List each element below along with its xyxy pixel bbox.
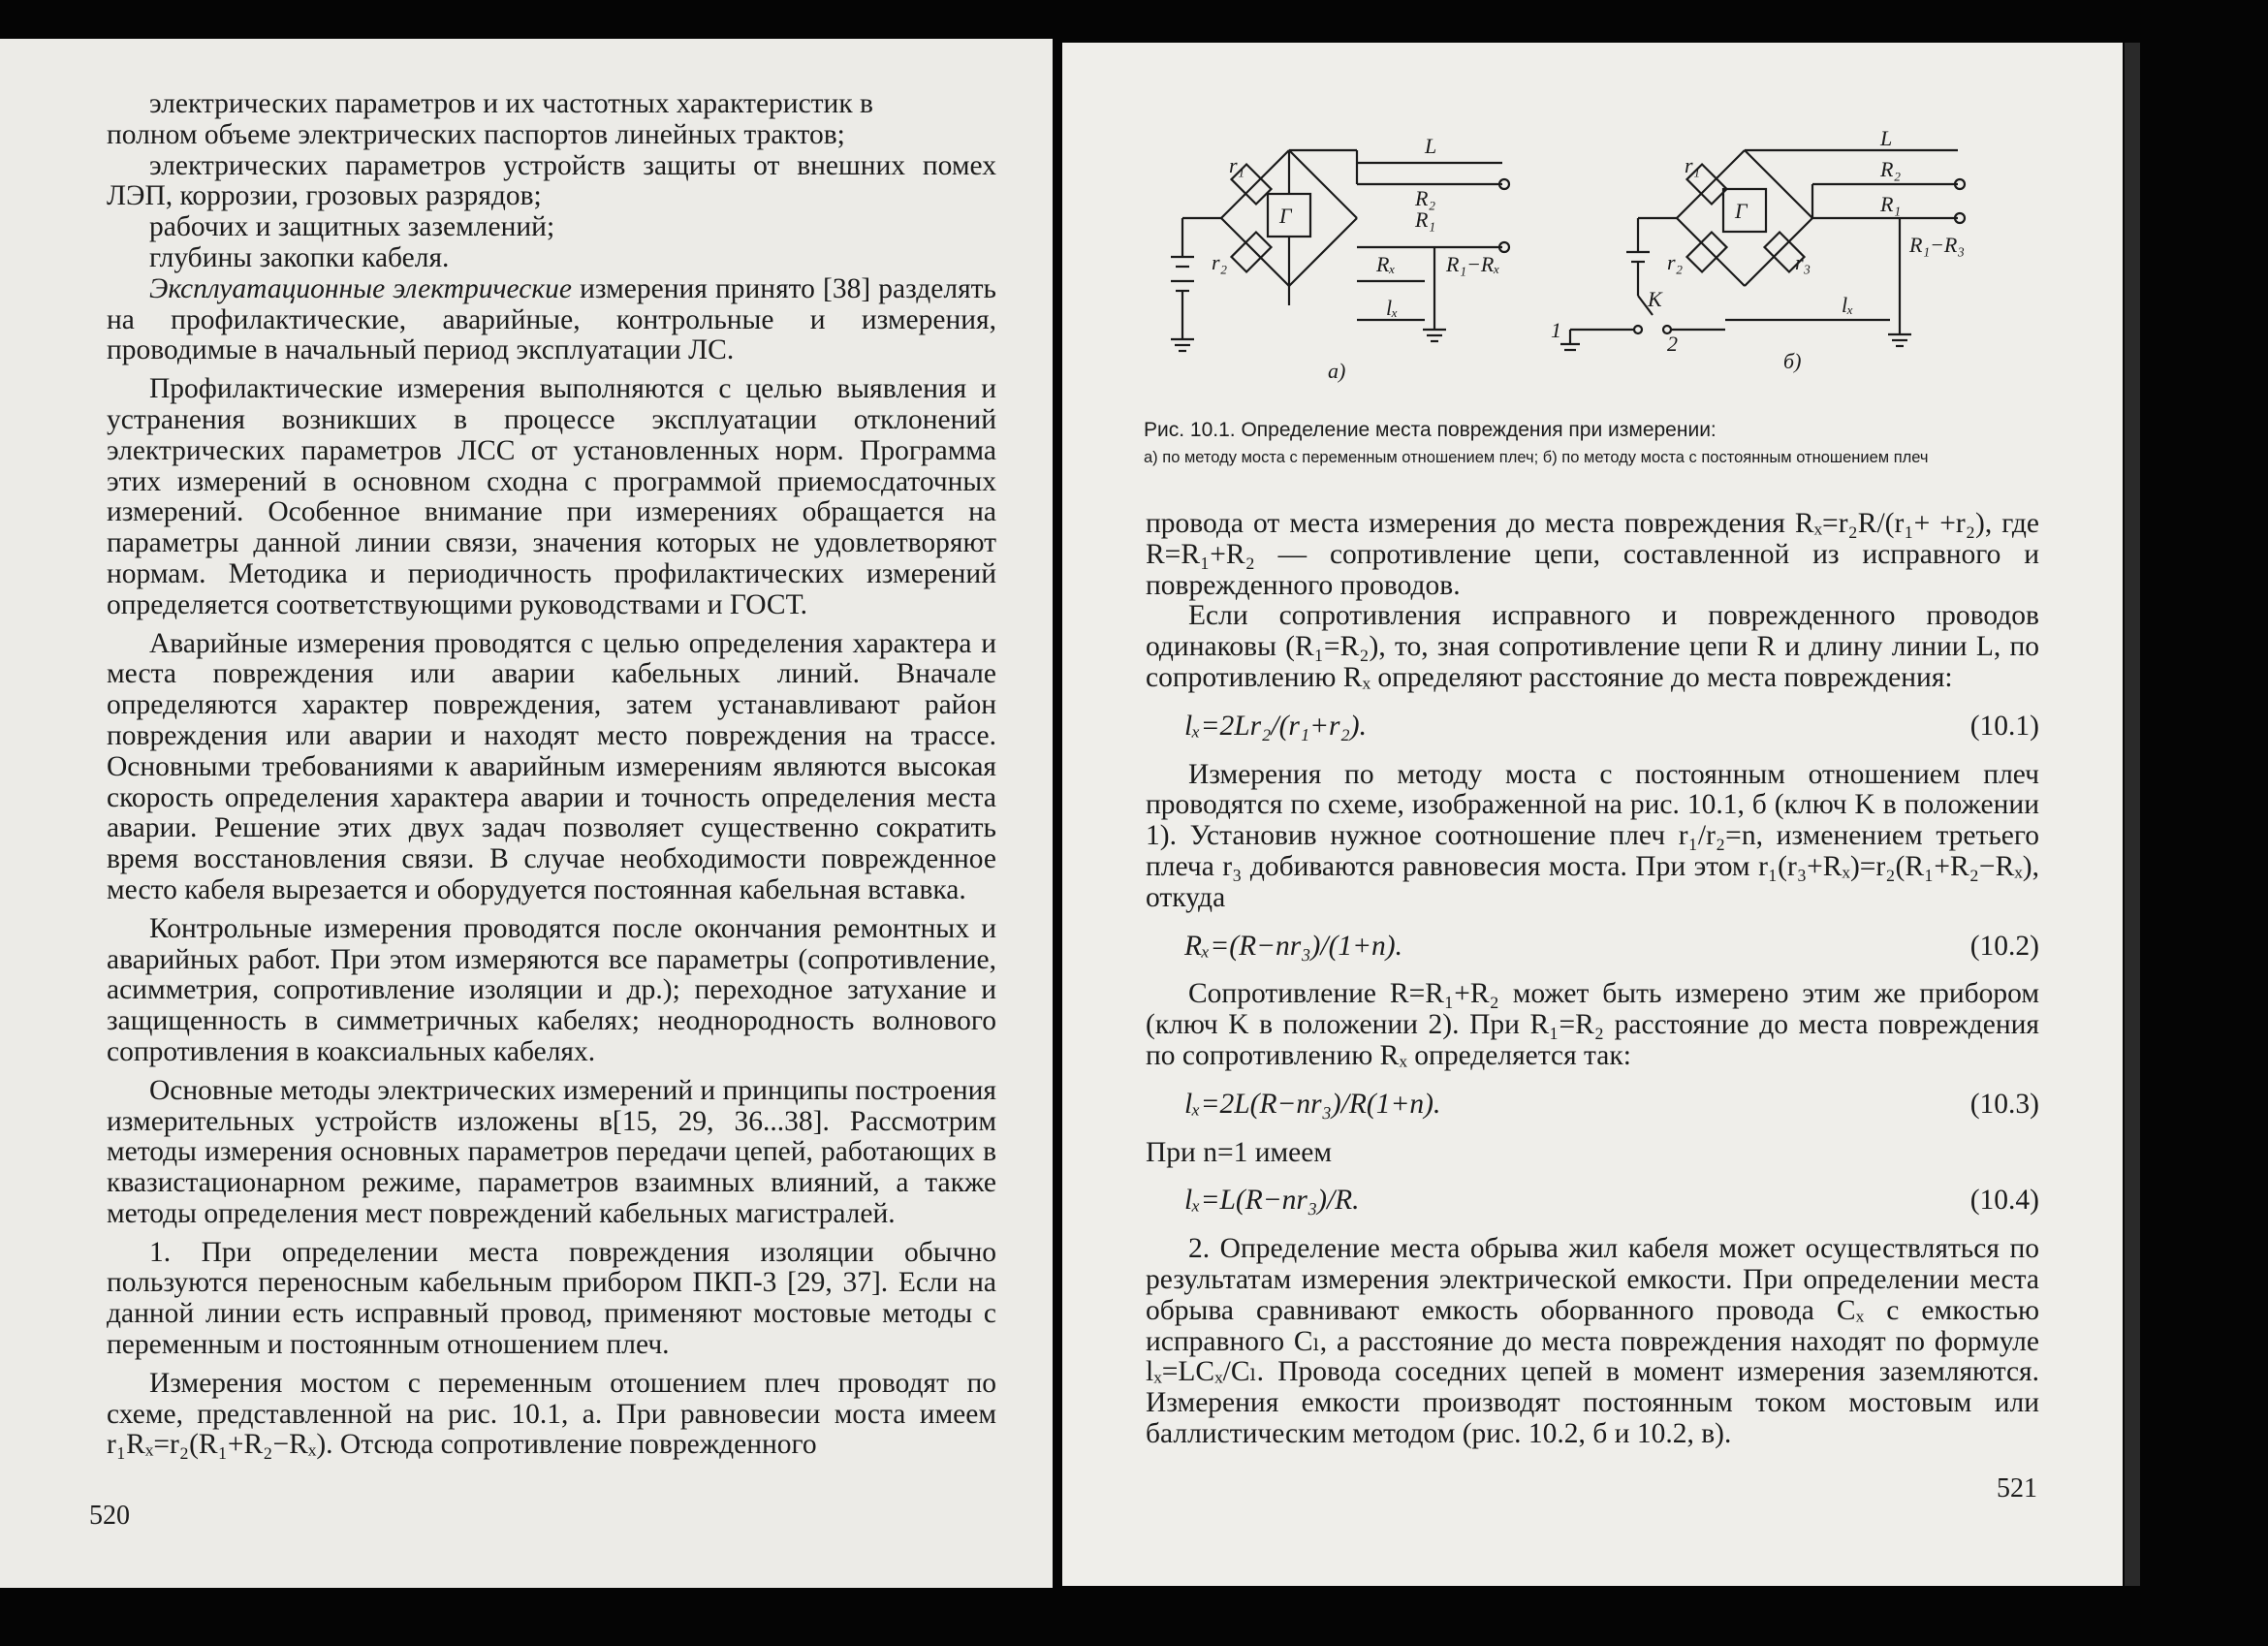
- circuit-b: [1560, 150, 1965, 350]
- label-lx-a: lₓ: [1386, 296, 1399, 320]
- paragraph-resistance: Сопротивление R=R₁+R₂ может быть измерено этим же прибором (ключ K в положении 2). При R₁=R₂ расстояние до места повреждения по сопротивлению Rₓ определяется так:: [1146, 978, 2039, 1071]
- paragraph-text: измерения принято [38] разделять на профилактические, аварийные, контрольные и измерения, проводимые в начальный период эксплуатации ЛС.: [107, 272, 996, 366]
- paragraph-operational: [107, 274, 996, 366]
- circuit-figure: [1144, 126, 2016, 407]
- equation-number: (10.2): [1969, 930, 2039, 962]
- label-galvanometer-a: Г: [1279, 204, 1292, 228]
- label-length-b: L: [1880, 126, 1893, 150]
- label-subfig-a: а): [1328, 359, 1346, 383]
- text-line: полном объеме электрических паспортов линейных трактов;: [107, 118, 845, 150]
- paragraph-protection: электрических параметров устройств защиты от внешних помех ЛЭП, коррозии, грозовых разрядов;: [107, 149, 996, 212]
- equation-number: (10.1): [1969, 710, 2039, 742]
- label-r1-a: r₁: [1229, 153, 1245, 177]
- paragraph-item2: 2. Определение места обрыва жил кабеля может осуществляться по результатам измерения электрической емкости. При определении места обрыва сравнивают емкость оборванного провода Cₓ с емкостью исправного Cₗ, а расстояние до места повреждения находят по формуле lₓ=LCₓ/Cₗ. Провода соседних цепей в момент измерения заземляются. Измерения емкости производят постоянным током мостовым или баллистическим методом (рис. 10.2, б и 10.2, в).: [1146, 1233, 2039, 1449]
- equation-10-2: [1146, 932, 2039, 963]
- equation-number: (10.3): [1969, 1088, 2039, 1120]
- italic-term: Эксплуатационные электрические: [149, 272, 572, 304]
- paragraph-const: Измерения по методу моста с постоянным отношением плеч проводятся по схеме, изображенной на рис. 10.1, б (ключ K в положении 1). Установив нужное соотношение плеч r₁/r₂=n, изменением третьего плеча r₃ добиваются равновесия моста. При этом r₁(r₃+Rₓ)=r₂(R₁+R₂−Rₓ), откуда: [1146, 758, 2039, 913]
- book-edge: [2125, 43, 2140, 1586]
- label-R1-b: R₁: [1880, 192, 1902, 216]
- text-line: электрических параметров и их частотных характеристик в: [149, 88, 873, 119]
- equation-text: lₓ=L(R−nr₃)/R.: [1184, 1185, 1360, 1217]
- figure-caption: [1144, 419, 2035, 467]
- paragraph-methods: Основные методы электрических измерений и принципы построения измерительных устройств изложены в[15, 29, 36...38]. Рассмотрим методы измерения основных параметров передачи цепей, работающих в квазистационарном режиме, параметров взаимных влияний, а также методы определения мест повреждений кабельных магистралей.: [107, 1074, 996, 1229]
- label-subfig-b: б): [1783, 349, 1802, 373]
- label-pos1-b: 1: [1551, 318, 1561, 342]
- label-R2-a: R₂: [1415, 186, 1436, 210]
- page-number-left: 520: [89, 1501, 130, 1531]
- paragraph-equal: Если сопротивления исправного и поврежденного проводов одинаковы (R₁=R₂), то, зная сопротивление цепи R и длину линии L, по сопротивлению Rₓ определяют расстояние до места повреждения:: [1146, 600, 2039, 693]
- equation-number: (10.4): [1969, 1185, 2039, 1217]
- label-r2-a: r₂: [1212, 250, 1228, 274]
- paragraph-control: Контрольные измерения проводятся после окончания ремонтных и аварийных работ. При этом измеряются все параметры (сопротивление, асимметрия, сопротивление изоляции и др.); переходное затухание и защищенность в симметричных кабелях; неоднородность волнового сопротивления в коаксиальных кабелях.: [107, 912, 996, 1067]
- equation-text: lₓ=2Lr₂/(r₁+r₂).: [1184, 710, 1367, 742]
- text-line: При n=1 имеем: [1146, 1136, 1333, 1168]
- paragraph-item1: 1. При определении места повреждения изоляции обычно пользуются переносным кабельным прибором ПКП-3 [29, 37]. Если на данной линии есть исправный провод, применяют мостовые методы с переменным и постоянным отношением плеч.: [107, 1236, 996, 1361]
- page-number-right: 521: [1997, 1473, 2037, 1504]
- left-column: [107, 89, 996, 1461]
- label-length-a: L: [1425, 134, 1437, 158]
- equation-10-4: [1146, 1186, 2039, 1217]
- paragraph-emergency: Аварийные измерения проводятся с целью определения характера и места повреждения или аварии кабельных линий. Вначале определяются характер повреждения, затем устанавливают район повреждения или аварии и находят место повреждения на трассе. Основными требованиями к аварийным измерениям являются высокая скорость определения характера аварии и точность определения места аварии. Решение этих двух задач позволяет существенно сократить время восстановления связи. В случае необходимости поврежденное место кабеля вырезается и оборудуется постоянная кабельная вставка.: [107, 627, 996, 905]
- label-r3-b: r₃: [1795, 250, 1811, 274]
- text-line: глубины закопки кабеля.: [149, 241, 450, 273]
- label-lx-b: lₓ: [1842, 293, 1854, 317]
- label-R1-Rx-a: R₁−Rₓ: [1446, 252, 1500, 276]
- label-R1-R3-b: R₁−R₃: [1909, 233, 1966, 257]
- label-pos2-b: 2: [1667, 332, 1678, 356]
- equation-10-3: [1146, 1090, 2039, 1121]
- equation-10-1: [1146, 712, 2039, 743]
- paragraph-preventive: Профилактические измерения выполняются с целью выявления и устранения возникших в процессе эксплуатации отклонений электрических параметров ЛСС от установленных норм. Программа этих измерений в основном сходна с программой приемосдаточных измерений. Особенное внимание при измерениях обращается на параметры данной линии связи, значения которых не удовлетворяют нормам. Методика и периодичность профилактических измерений определяется соответствующими руководствами и ГОСТ.: [107, 373, 996, 620]
- label-R2-b: R₂: [1880, 157, 1902, 181]
- paragraph-bridge: Измерения мостом с переменным отошением плеч проводят по схеме, представленной на рис. 10.1, а. При равновесии моста имеем r₁Rₓ=r₂(R₁+R₂−Rₓ). Отсюда сопротивление поврежденного: [107, 1367, 996, 1461]
- label-R1-a: R₁: [1415, 207, 1436, 232]
- label-galvanometer-b: Г: [1735, 199, 1748, 223]
- label-key-b: K: [1648, 287, 1662, 311]
- figure-description: а) по методу моста с переменным отношением плеч; б) по методу моста с постоянным отношением плеч: [1144, 449, 1929, 466]
- paragraph-wire: провода от места измерения до места повреждения Rₓ=r₂R/(r₁+ +r₂), где R=R₁+R₂ — сопротивление цепи, составленной из исправного и поврежденного проводов.: [1146, 508, 2039, 601]
- label-Rx-a: Rₓ: [1376, 252, 1396, 276]
- equation-text: lₓ=2L(R−nr₃)/R(1+n).: [1184, 1088, 1441, 1120]
- equation-text: Rₓ=(R−nr₃)/(1+n).: [1184, 930, 1402, 962]
- right-column: [1146, 509, 2039, 1450]
- figure-labels: [1212, 126, 1965, 383]
- figure-title: Рис. 10.1. Определение места повреждения при измерении:: [1144, 419, 1717, 441]
- label-r2-b: r₂: [1667, 250, 1684, 274]
- label-r1-b: r₁: [1685, 153, 1701, 177]
- text-line: рабочих и защитных заземлений;: [149, 211, 555, 243]
